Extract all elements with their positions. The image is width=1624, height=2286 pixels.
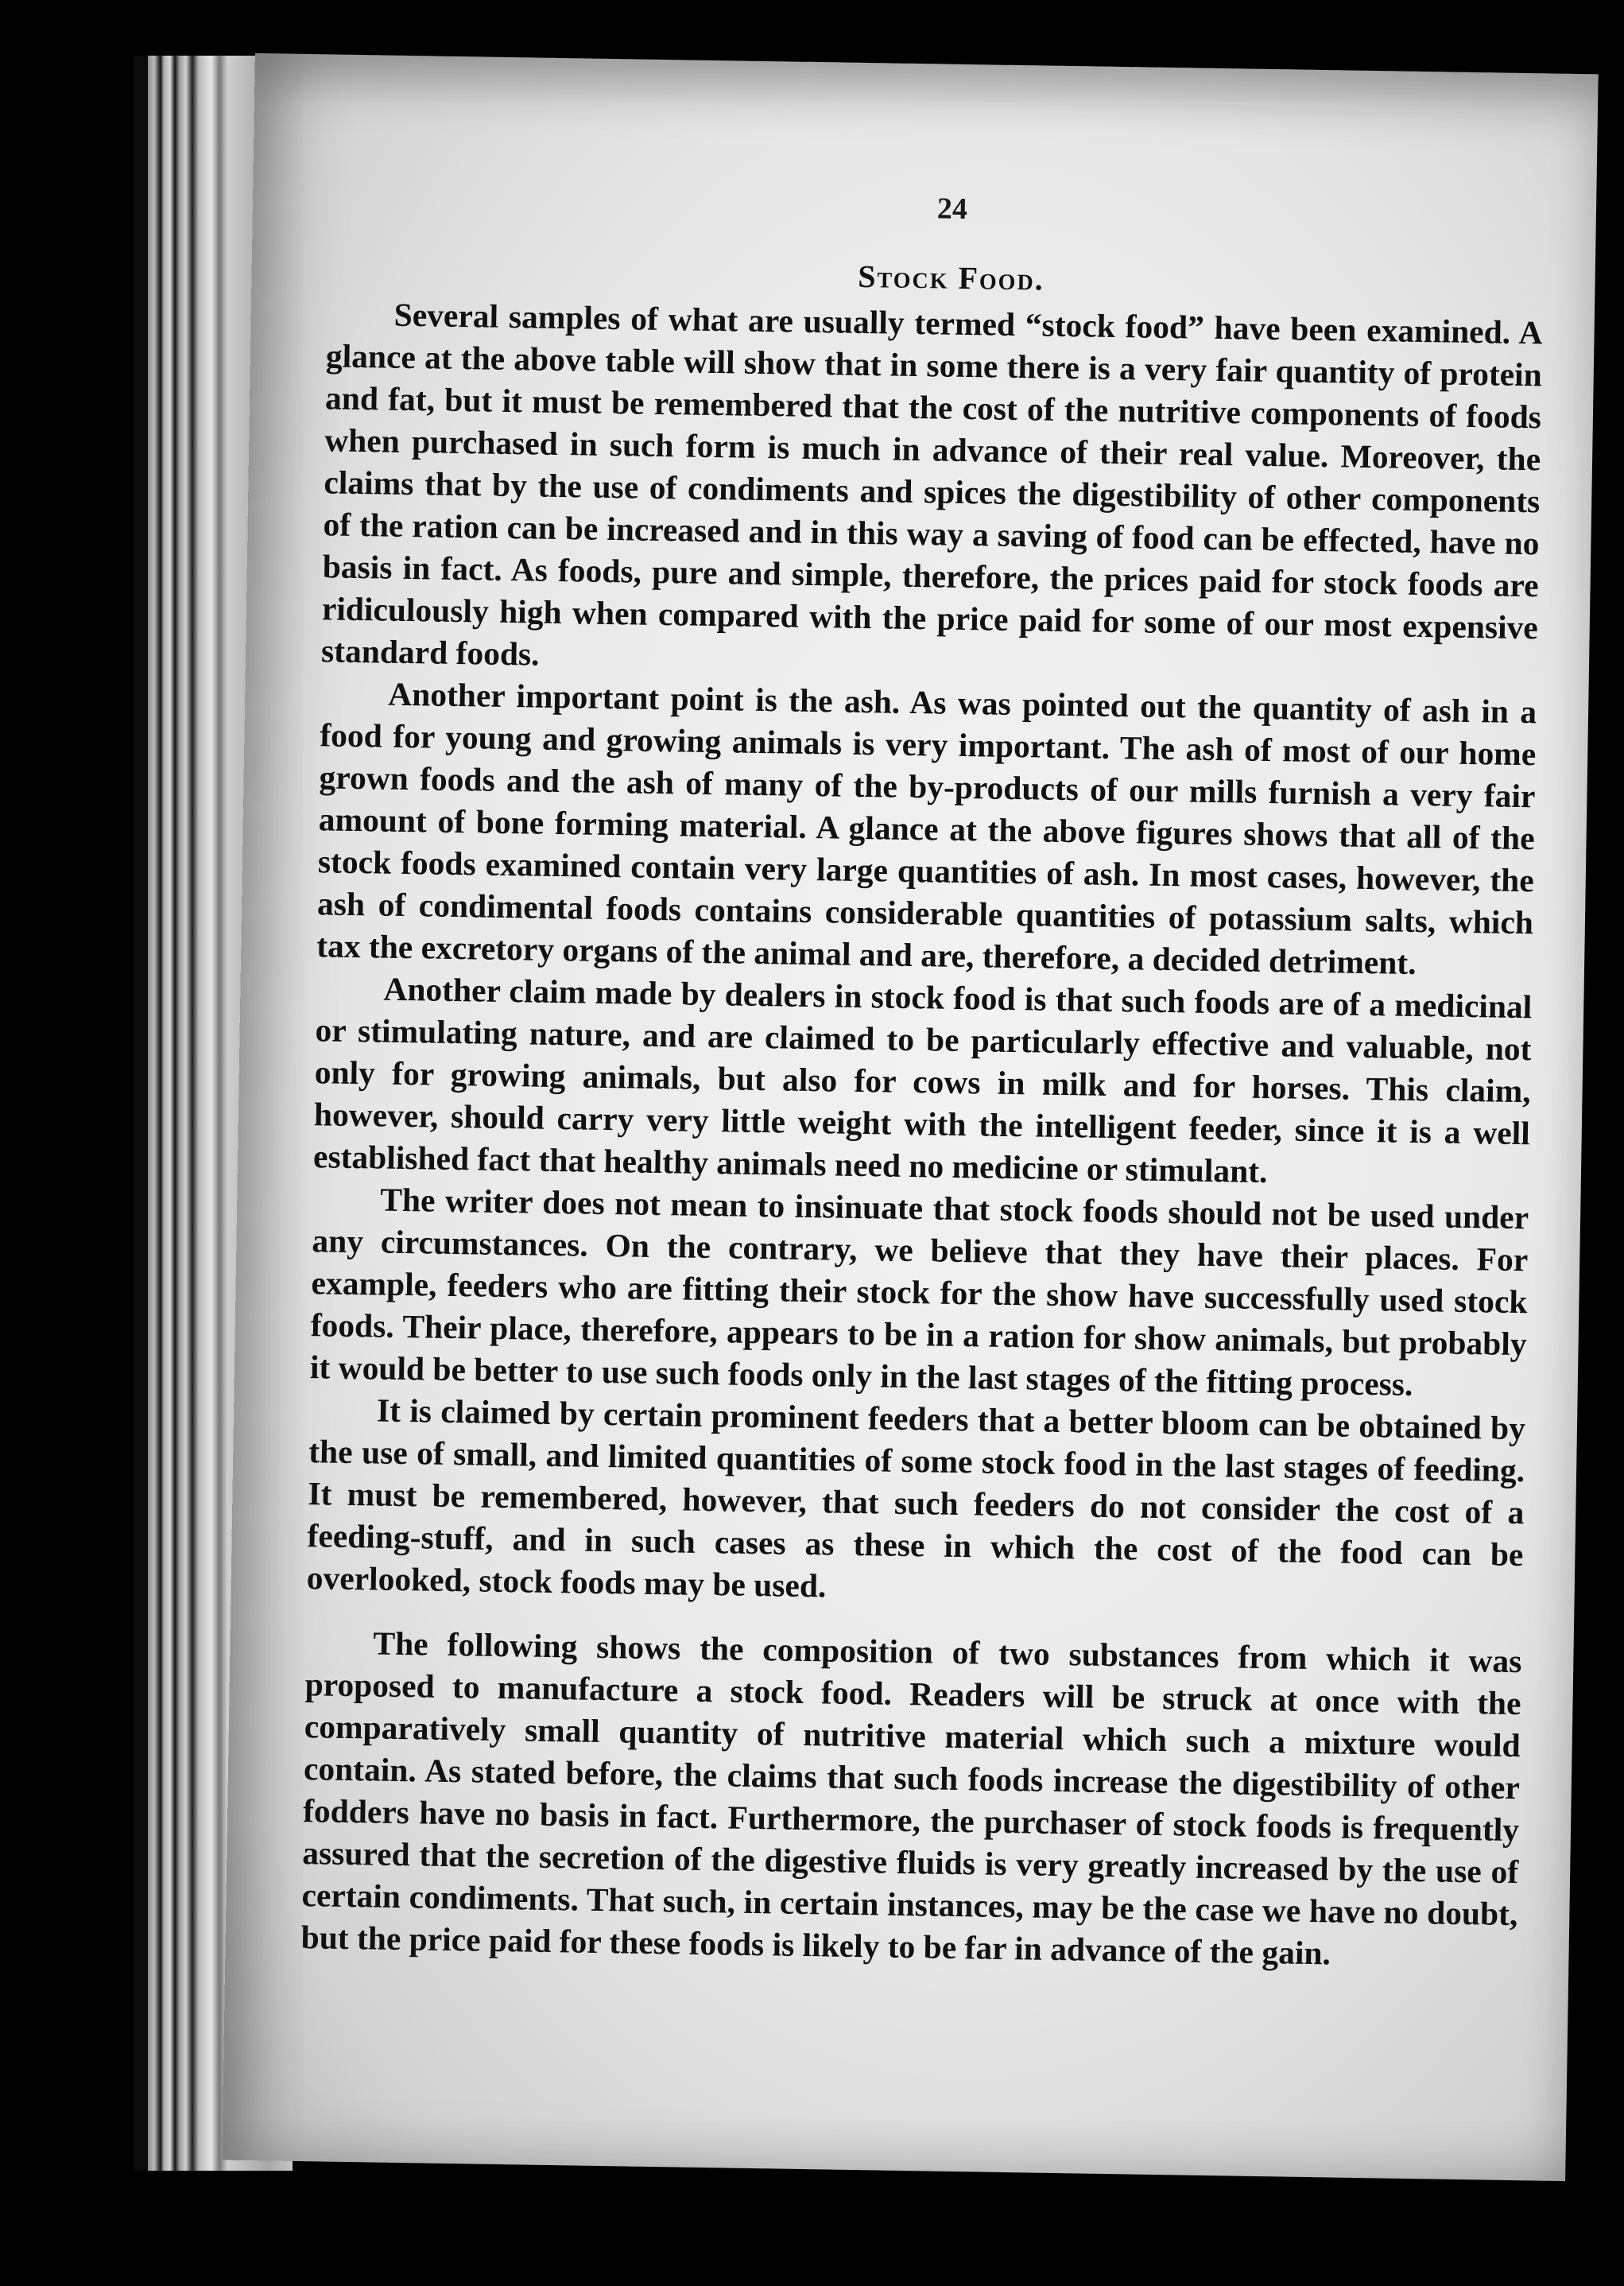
- section-title: Stock Food.: [858, 258, 1045, 297]
- paragraph-4: The writer does not mean to insinuate that stock foods should not be used under any circumstances. On the contrary, we believe that they have their places. For example, feeders who are fitting their stock for the show have successfully used stock foods. Their place, therefore, appears to be in a ration for show animals, but probably it would be better to use such foods only in the last stages of the fitting process.: [309, 1181, 1529, 1403]
- paragraph-5: It is claimed by certain prominent feeders that a better bloom can be obtained by the use of small, and limited quantities of some stock food in the last stages of feeding. It must be remembered, however, that such feeders do not consider the cost of a feeding-stuff, and in such cases as these in which the cost of the food can be overlooked, stock foods may be used.: [306, 1391, 1526, 1605]
- page-number: 24: [936, 192, 968, 226]
- body-text: [300, 293, 1543, 1977]
- paragraph-6: The following shows the composition of two substances from which it was proposed to manufacture a stock food. Readers will be struck at once with the comparatively small quantity of nutritive material which such a mixture would contain. As stated before, the claims that such foods increase the digestibility of other fodders have no basis in fact. Furthermore, the purchaser of stock foods is frequently assured that the secretion of the digestive fluids is very greatly increased by the use of certain condiments. That such, in certain instances, may be the case we have no doubt, but the price paid for these foods is likely to be far in advance of the gain.: [300, 1624, 1522, 1972]
- paragraph-2: Another important point is the ash. As was pointed out the quantity of ash in a food for young and growing animals is very important. The ash of most of our home grown foods and the ash of many of the by-products of our mills furnish a very fair amount of bone forming material. A glance at the above figures shows that all of the stock foods examined contain very large quantities of ash. In most cases, however, the ash of condimental foods contains considerable quantities of potassium salts, which tax the excretory organs of the animal and are, therefore, a decided detriment.: [316, 675, 1537, 981]
- paragraph-3: Another claim made by dealers in stock food is that such foods are of a medicinal or stimulating nature, and are claimed to be particularly effective and valuable, not only for growing animals, but also for cows in milk and for horses. This claim, however, should carry very little weight with the intelligent feeder, since it is a well established fact that healthy animals need no medicine or stimulant.: [312, 970, 1533, 1190]
- book-page: [222, 53, 1598, 2181]
- paragraph-1: Several samples of what are usually termed “stock food” have been examined. A glance at the above table will show that in some there is a very fair quantity of protein and fat, but it must be remembered that the cost of the nutritive components of foods when purchased in such form is much in advance of their real value. Moreover, the claims that by the use of condiments and spices the digestibility of other components of the ration can be increased and in this way a saving of food can be effected, have no basis in fact. As foods, pure and simple, therefore, the prices paid for stock foods are ridiculously high when compared with the price paid for some of our most expensive standard foods.: [320, 296, 1543, 673]
